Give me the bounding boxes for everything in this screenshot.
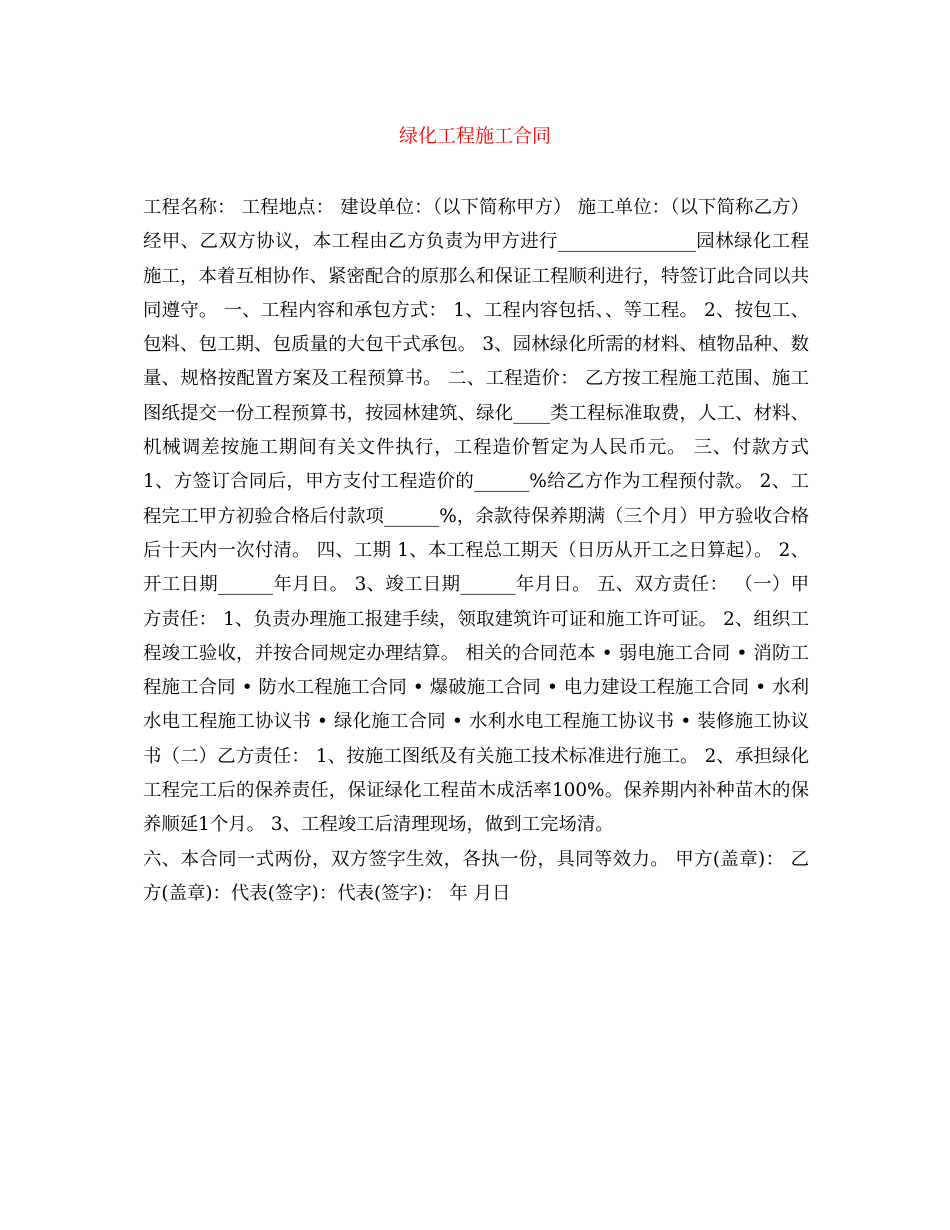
contract-text-paragraph: 工程名称： 工程地点： 建设单位：（以下简称甲方） 施工单位：（以下简称乙方） 经甲、乙双方协议，本工程由乙方负责为甲方进行_______________园林绿化工程施工，本着互相协作、紧密配合的原那么和保证工程顺利进行，特签订此合同以共同遵守。 一、工程内容和承包方式： 1、工程内容包括、、等工程。 2、按包工、包料、包工期、包质量的大包干式承包。 3、园林绿化所需的材料、植物品种、数量、规格按配置方案及工程预算书。 二、工程造价： 乙方按工程施工范围、施工图纸提交一份工程预算书，按园林建筑、绿化____类工程标准取费，人工、材料、机械调差按施工期间有关文件执行，工程造价暂定为人民币元。 三、付款方式 1、方签订合同后，甲方支付工程造价的______%给乙方作为工程预付款。 2、工程完工甲方初验合格后付款项______%，余款待保养期满（三个月）甲方验收合格后十天内一次付清。 四、工期 1、本工程总工期天（日历从开工之日算起）。 2、开工日期______年月日。 3、竣工日期______年月日。 五、双方责任： （一）甲方责任： 1、负责办理施工报建手续，领取建筑许可证和施工许可证。 2、组织工程竣工验收，并按合同规定办理结算。 相关的合同范本 • 弱电施工合同 • 消防工程施工合同 • 防水工程施工合同 • 爆破施工合同 • 电力建设工程施工合同 • 水利水电工程施工协议书 • 绿化施工合同 • 水利水电工程施工协议书 • 装修施工协议书（二）乙方责任： 1、按施工图纸及有关施工技术标准进行施工。 2、承担绿化工程完工后的保养责任，保证绿化工程苗木成活率100%。保养期内补种苗木的保养顺延1个月。 3、工程竣工后清理现场，做到工完场清。 [143, 197, 809, 836]
contract-signature-paragraph: 六、本合同一式两份，双方签字生效，各执一份，具同等效力。 甲方(盖章)： 乙方(盖章)：代表(签字)：代表(签字)： 年 月日 [143, 848, 809, 904]
document-title: 绿化工程施工合同 [398, 125, 551, 147]
document-body [143, 191, 809, 911]
